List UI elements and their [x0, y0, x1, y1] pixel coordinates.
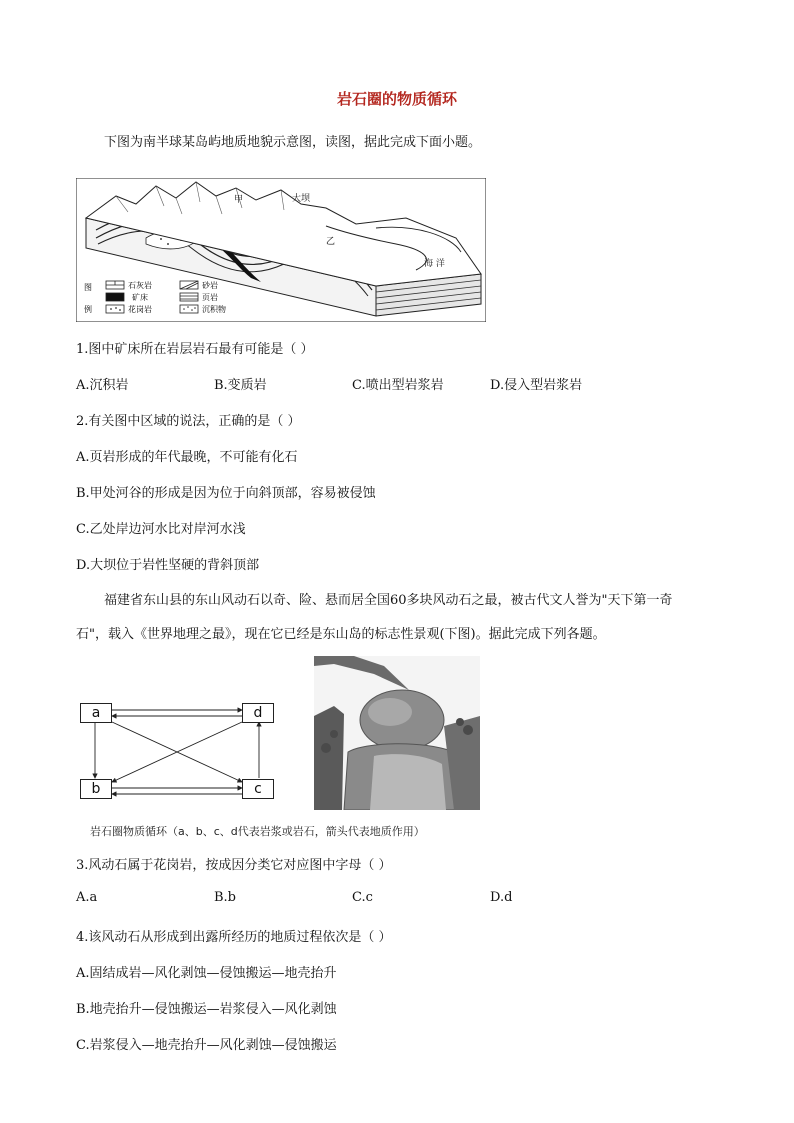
question-3-option-c: C.c	[352, 890, 373, 905]
cycle-caption: 岩石圈物质循环（a、b、c、d代表岩浆或岩石，箭头代表地质作用）	[90, 825, 425, 838]
question-3-option-a: A.a	[76, 890, 98, 905]
legend-ore: 矿床	[132, 293, 148, 302]
question-2-option-b: B.甲处河谷的形成是因为位于向斜顶部，容易被侵蚀	[76, 486, 376, 501]
cycle-node-b: b	[80, 779, 112, 799]
intro-paragraph-2-line-2: 石"，载入《世界地理之最》，现在它已经是东山岛的标志性景观(下图)。据此完成下列各题。	[76, 627, 606, 642]
legend-heading-bottom: 例	[84, 305, 92, 314]
question-2-stem: 2.有关图中区域的说法，正确的是（ ）	[76, 414, 301, 429]
cycle-node-a: a	[80, 703, 112, 723]
question-1-option-a: A.沉积岩	[76, 378, 129, 393]
legend-limestone: 石灰岩	[128, 281, 152, 290]
question-2-option-d: D.大坝位于岩性坚硬的背斜顶部	[76, 558, 260, 573]
cycle-node-d: d	[242, 703, 274, 723]
label-ocean: 海 洋	[424, 259, 445, 269]
label-jia: 甲	[234, 195, 244, 205]
intro-paragraph-2-line-1: 福建省东山县的东山风动石以奇、险、悬而居全国60多块风动石之最，被古代文人誉为"天下第一奇	[104, 593, 673, 608]
label-dam: 大坝	[292, 194, 311, 204]
question-2-option-c: C.乙处岸边河水比对岸河水浅	[76, 522, 246, 537]
question-3-option-d: D.d	[490, 890, 513, 905]
legend-granite: 花岗岩	[128, 305, 152, 314]
question-3-option-b: B.b	[214, 890, 237, 905]
question-4-option-c: C.岩浆侵入—地壳抬升—风化剥蚀—侵蚀搬运	[76, 1038, 337, 1053]
label-yi: 乙	[326, 237, 336, 247]
question-1-option-c: C.喷出型岩浆岩	[352, 378, 444, 393]
question-2-option-a: A.页岩形成的年代最晚，不可能有化石	[76, 450, 298, 465]
question-4-stem: 4.该风动石从形成到出露所经历的地质过程依次是（ ）	[76, 930, 392, 945]
page-title: 岩石圈的物质循环	[336, 90, 457, 108]
question-1-stem: 1.图中矿床所在岩层岩石最有可能是（ ）	[76, 342, 314, 357]
legend-shale: 页岩	[202, 293, 218, 302]
question-4-option-b: B.地壳抬升—侵蚀搬运—岩浆侵入—风化剥蚀	[76, 1002, 337, 1017]
question-4-option-a: A.固结成岩—风化剥蚀—侵蚀搬运—地壳抬升	[76, 966, 337, 981]
rock-cycle-diagram	[78, 700, 278, 800]
legend-heading-top: 图	[84, 283, 92, 292]
question-1-option-d: D.侵入型岩浆岩	[490, 378, 583, 393]
island-geology-diagram	[76, 178, 486, 322]
legend-sediment: 沉积物	[202, 305, 226, 314]
balancing-rock-photo	[314, 656, 480, 810]
question-3-stem: 3.风动石属于花岗岩，按成因分类它对应图中字母（ ）	[76, 858, 392, 873]
intro-paragraph-1: 下图为南半球某岛屿地质地貌示意图，读图，据此完成下面小题。	[104, 135, 482, 150]
legend-sandstone: 砂岩	[202, 281, 218, 290]
question-1-option-b: B.变质岩	[214, 378, 267, 393]
cycle-node-c: c	[242, 779, 274, 799]
